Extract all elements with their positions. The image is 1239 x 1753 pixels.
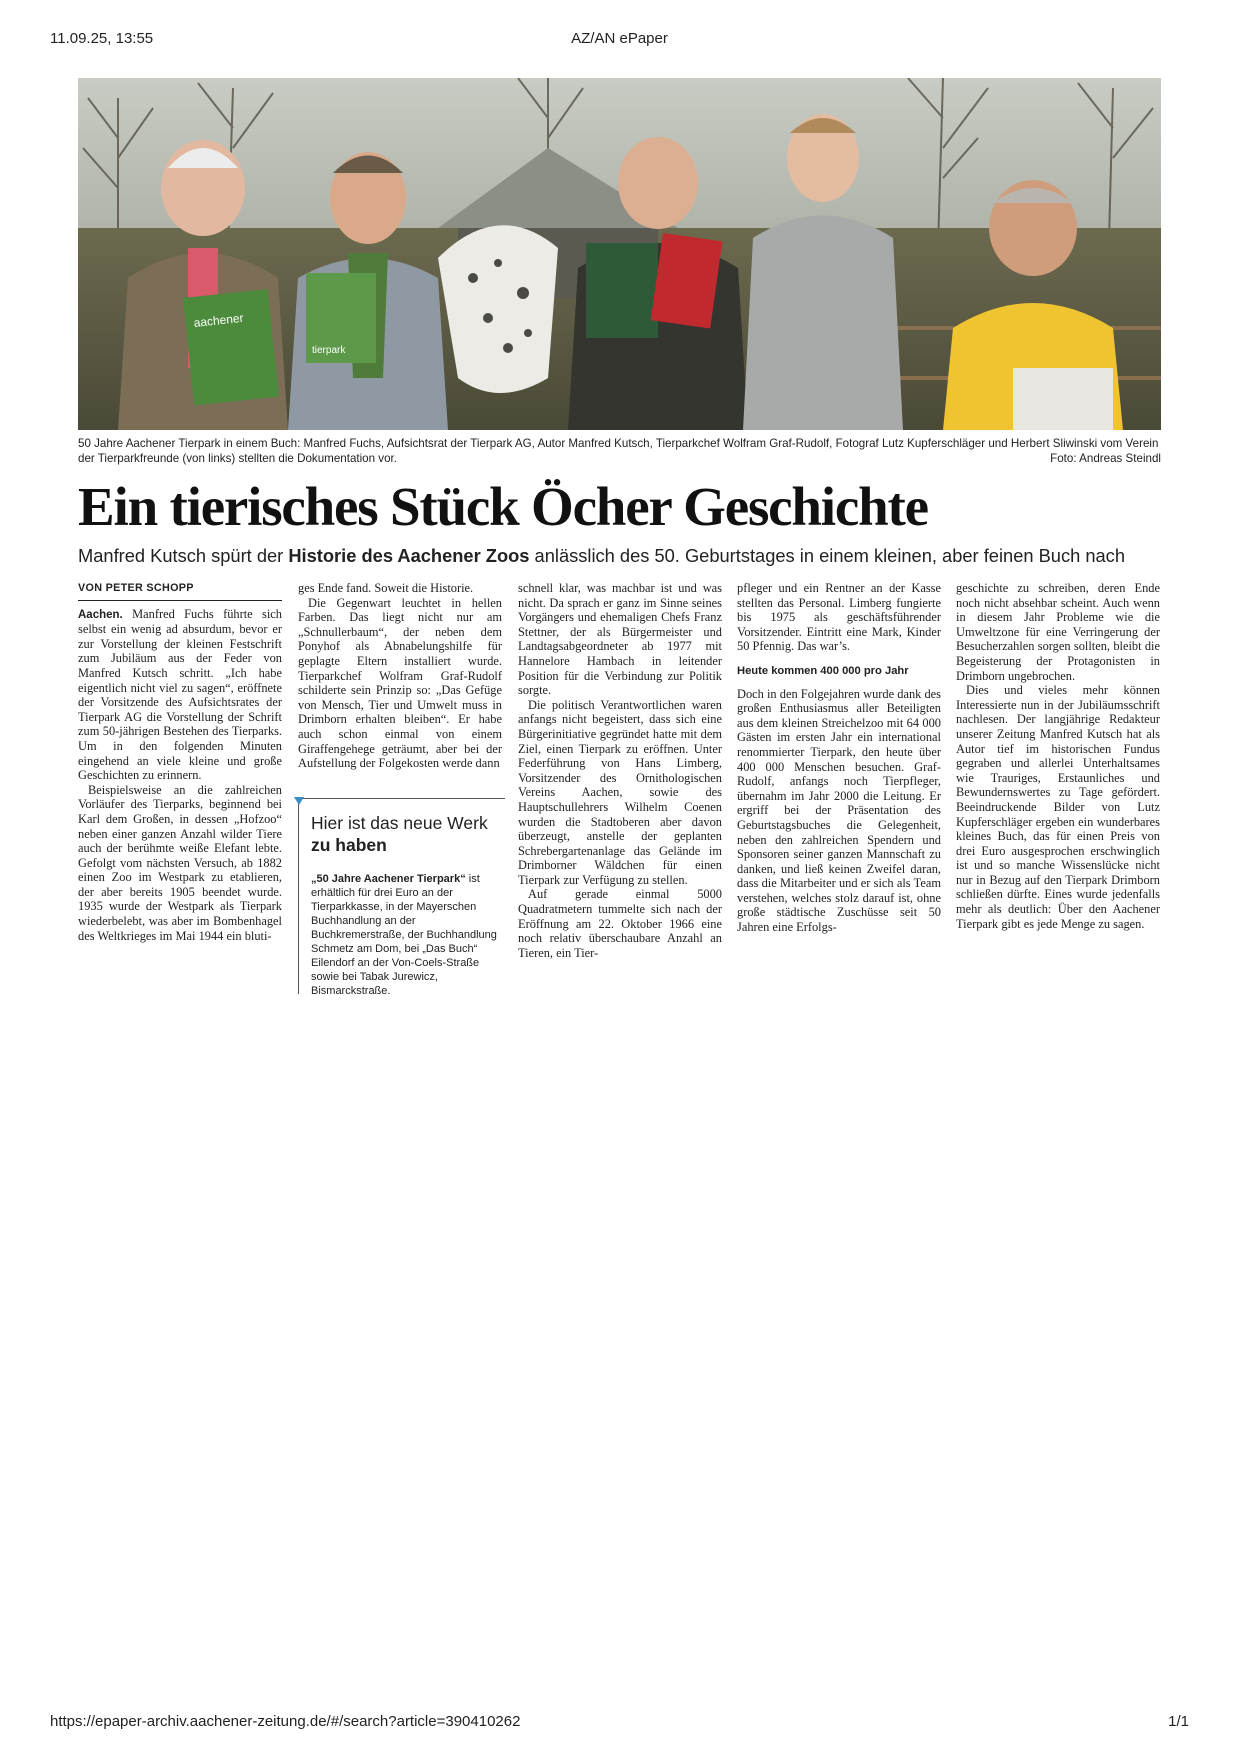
print-datetime: 11.09.25, 13:55 <box>50 30 154 47</box>
article-column-1 <box>78 581 282 943</box>
photo-caption <box>78 436 1161 466</box>
info-body-bold: „50 Jahre Aachener Tierpark“ <box>311 873 466 885</box>
dateline: Aachen. <box>78 608 123 621</box>
info-title-bold: zu haben <box>311 835 387 855</box>
caption-text: 50 Jahre Aachener Tierpark in einem Buch: Manfred Fuchs, Aufsichtsrat der Tierpark AG, Autor Manfred Kutsch, Tierparkchef Wolfram Graf-Rudolf, Fotograf Lutz Kupferschläger und Herbert Sliwinski vom Verein der Tierparkfreunde (von links) stellten die Dokumentation vor. <box>78 437 1159 465</box>
col4-subhead: Heute kommen 400 000 pro Jahr <box>737 664 909 677</box>
col3-paragraph-2: Die politisch Verantwortlichen waren anfangs nicht begeistert, dass sich eine Bürgerinitiative gegründet hatte mit dem Ziel, einen Tierpark zu eröffnen. Unter Federführung von Hans Limberg, Vorsitzender des Ornithologischen Vereins Aachen, sowie des Hauptschullehrers Wilhelm Coenen wurden die Stadtoberen aber davon überzeugt, anstelle der geplanten Schrebergartenanlage das Gelände im Drimborner Wäldchen für einen Tierpark zur Verfügung zu stellen. <box>518 697 722 887</box>
col2-paragraph-2: Die Gegenwart leuchtet in hellen Farben. Das liegt nicht nur am „Schnullerbaum“, der neben dem Ponyhof als Abnabelungshilfe für geplagte Eltern installiert wurde. Tierparkchef Wolfram Graf-Rudolf schilderte sein Prinzip so: „Das Gefüge von Mensch, Tier und Umwelt muss in Drimborn erhalten bleiben“. Er habe auch schon einmal von einem Giraffengehege geträumt, aber bei der Aufstellung der Folgekosten werde dann <box>298 595 502 771</box>
subline-bold: Historie des Aachener Zoos <box>288 545 530 566</box>
book-subtitle-text: tierpark <box>312 345 346 356</box>
col3-paragraph-1: schnell klar, was machbar ist und was nicht. Da sprach er ganz im Sinne seines Vorgängers und ehemaligen Chefs Franz Stettner, der als Bürgermeister und Landtagsabgeordneter ab 1977 mit Hannelore Hambach in leitender Position für die Verbindung zur Politik sorgte. <box>518 581 722 698</box>
article-column-4 <box>737 581 941 935</box>
article-column-3 <box>518 581 722 960</box>
info-box-title <box>311 812 501 856</box>
info-box-marker-icon <box>294 797 304 805</box>
col1-paragraph-1 <box>78 607 282 783</box>
col1-p1-text: Manfred Fuchs führte sich selbst ein wenig ad absurdum, bevor er zur Vorstellung der kleinen Festschrift zum Jubiläum aus der Feder von Manfred Kutsch schritt. „Ich habe eigentlich nicht viel zu sagen“, eröffnete der Vorsitzende des Aufsichtsrates der Tierpark AG die Vorstellung der Schrift zum 50-jährigen Bestehen des Tierparks. Um in den folgenden Minuten eingehend an viele kleine und große Geschichten zu erinnern. <box>78 606 282 783</box>
print-site-title: AZ/AN ePaper <box>571 30 668 47</box>
col3-paragraph-3: Auf gerade einmal 5000 Quadratmetern tummelte sich nach der Eröffnung am 22. Oktober 1966 eine noch relativ überschaubare Anzahl an Tieren, ein Tier- <box>518 887 722 960</box>
col1-paragraph-2: Beispielsweise an die zahlreichen Vorläufer des Tierparks, beginnend bei Karl dem Großen, in dessen „Hofzoo“ neben einer ganzen Anzahl wilder Tiere auch der berühmte weiße Elefant lebte. Gefolgt vom nächsten Versuch, ab 1882 einen Zoo im Westpark zu etablieren, der aber bereits 1905 beendet wurde. 1935 wurde der Westpark als Tierpark wiederbelebt, was aber im Bombenhagel des Weltkrieges im Mai 1944 ein bluti- <box>78 782 282 943</box>
print-header <box>50 30 1189 50</box>
photo-credit: Foto: Andreas Steindl <box>1050 452 1161 465</box>
info-box-rule <box>299 798 505 799</box>
col4-paragraph-2: Doch in den Folgejahren wurde dank des großen Enthusiasmus aller Beteiligten aus dem kleinen Streichelzoo mit 64 000 Gästen im ersten Jahr ein international renommierter Tierpark, den heute über 400 000 Menschen besuchen. Graf-Rudolf, anfangs noch Tierpfleger, übernahm im Jahr 2000 die Leitung. Er ergriff bei der Präsentation des Geburtstagsbuches die Gelegenheit, neben den zahlreichen Spendern und Sponsoren seiner ganzen Mannschaft zu danken, und ließ keinen Zweifel daran, dass die Mitarbeiter und er sich als Team verstehen, welches stolz darauf ist, ohne große städtische Zuschüsse seit 50 Jahren eine Erfolgs- <box>737 686 941 935</box>
article-photo <box>78 78 1161 430</box>
info-title-pre: Hier ist das neue Werk <box>311 813 488 833</box>
print-footer <box>50 1713 1189 1733</box>
info-body-text: ist erhältlich für drei Euro an der Tierparkkasse, in der Mayerschen Buchhandlung an der Buchkremerstraße, der Buchhandlung Schmetz am Dom, bei „Das Buch“ Eilendorf an der Von-Coels-Straße sowie bei Tabak Jurewicz, Bismarckstraße. <box>311 873 497 997</box>
book-title-text: aachener <box>192 310 245 330</box>
article-column-5 <box>956 581 1160 931</box>
article-headline: Ein tierisches Stück Öcher Geschichte <box>78 476 928 537</box>
subline-pre: Manfred Kutsch spürt der <box>78 545 289 566</box>
article-subline <box>78 543 1161 569</box>
col2-paragraph-1: ges Ende fand. Soweit die Historie. <box>298 581 474 595</box>
info-box-body <box>311 872 501 998</box>
article-column-2 <box>298 581 502 771</box>
info-box <box>298 798 505 997</box>
col5-paragraph-1: geschichte zu schreiben, deren Ende noch nicht absehbar scheint. Auch wenn in diesem Jahr Probleme wie die Umweltzone für eine Verringerung der Besucherzahlen sorgen sollten, bleibt die Begeisterung der Protagonisten in Drimborn ungebrochen. <box>956 581 1160 683</box>
print-page-number: 1/1 <box>1168 1713 1189 1730</box>
col4-paragraph-1: pfleger und ein Rentner an der Kasse stellten das Personal. Limberg fungierte bis 1975 als geschäftsführender Vorsitzender. Eintritt eine Mark, Kinder 50 Pfennig. Das war’s. <box>737 581 941 654</box>
print-url: https://epaper-archiv.aachener-zeitung.de/#/search?article=390410262 <box>50 1713 521 1730</box>
col5-paragraph-2: Dies und vieles mehr können Interessierte nun in der Jubiläumsschrift nachlesen. Der langjährige Redakteur unserer Zeitung Manfred Kutsch hat als Autor tief im historischen Fundus gegraben und allerlei Unterhaltsames wie Trauriges, Erstaunliches und Bewundernswertes zu Tage gefördert. Beeindruckende Bilder von Lutz Kupferschläger ergeben ein wunderbares kleines Buch, das für einen Preis von drei Euro ausgesprochen erschwinglich ist und so manche Wissenslücke nicht nur in Bezug auf den Tierpark Drimborn schließen dürfte. Eines wurde jedenfalls mehr als deutlich: Über den Aachener Tierpark gibt es jede Menge zu sagen. <box>956 683 1160 931</box>
byline: VON PETER SCHOPP <box>78 581 282 601</box>
subline-post: anlässlich des 50. Geburtstages in einem kleinen, aber feinen Buch nach <box>529 545 1125 566</box>
